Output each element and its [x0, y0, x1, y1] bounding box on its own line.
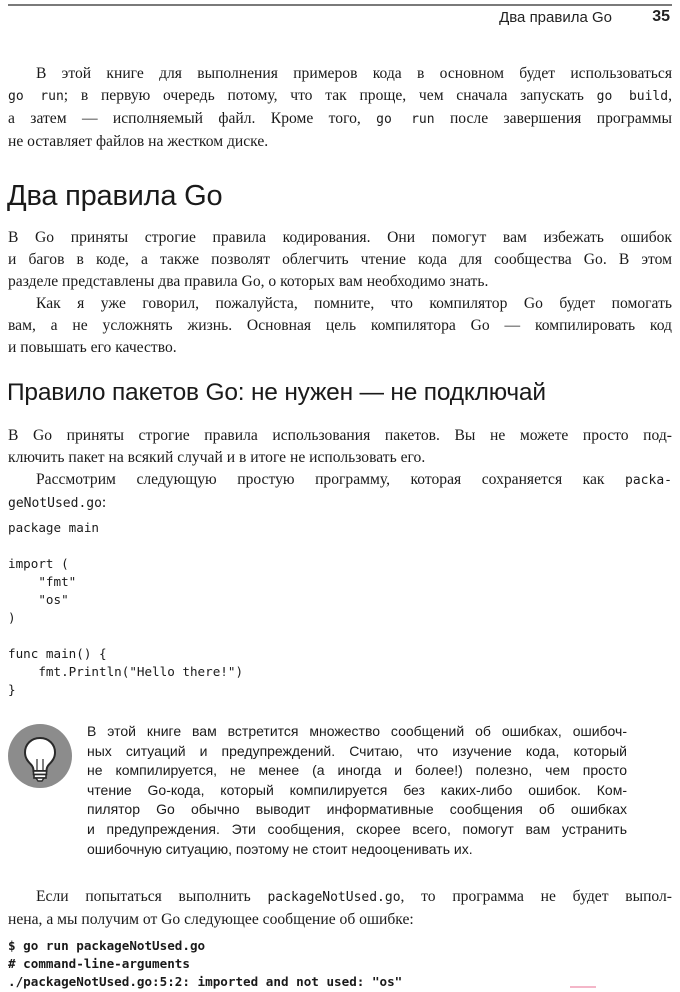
- tip-line: ошибочную ситуацию, поэтому не стоит недооценивать их.: [87, 840, 473, 857]
- tip-line: и предупреждения. Эти сообщения, скорее всего, помогут вам устранить: [87, 820, 627, 837]
- page-number: 35: [652, 8, 670, 25]
- inline-code: go build: [596, 89, 669, 104]
- text-line: В Go приняты строгие правила кодирования. Они помогут вам избежать ошибок: [8, 229, 672, 246]
- section-heading: Два правила Go: [7, 180, 223, 212]
- running-head: [8, 9, 672, 29]
- inline-code: packa-: [625, 473, 672, 488]
- tip-line: В этой книге вам встретится множество сообщений об ошибках, ошибоч-: [87, 723, 627, 739]
- code-listing: package main import ( "fmt" "os" ) func main() { fmt.Println("Hello there!") }: [8, 520, 244, 697]
- intro-paragraph: [8, 63, 672, 153]
- text-line: В этой книге для выполнения примеров кода в основном будет использоваться: [36, 65, 672, 82]
- tip-line: пилятор Go обычно выводит информативные сообщения об ошибках: [87, 801, 627, 818]
- text-line: [8, 492, 672, 515]
- tip-line: не компилируется, не менее (а иногда и более!) полезно, чем просто: [87, 762, 627, 779]
- text-line: [8, 886, 672, 909]
- text-line: и повышать его качество.: [8, 339, 177, 356]
- text-line: [8, 85, 672, 108]
- tip-line: ных ситуаций и предупреждений. Считаю, что изучение кода, который: [87, 742, 627, 759]
- running-head-title: Два правила Go: [499, 9, 612, 26]
- text-run: Рассмотрим следующую простую программу, которая сохраняется как: [36, 471, 626, 488]
- text-run: после завершения программы: [434, 110, 672, 127]
- lightbulb-icon: [8, 724, 72, 788]
- text-line: Как я уже говорил, пожалуйста, помните, что компилятор Go будет помогать: [36, 295, 672, 312]
- tip-line: чтение Go-кода, который компилируется без каких-либо ошибок. Ком-: [87, 781, 627, 798]
- text-run: а затем — исполняемый файл. Кроме того,: [8, 110, 377, 127]
- header-rule: [8, 4, 672, 6]
- tip-box: [87, 722, 627, 859]
- text-run: ,: [668, 87, 672, 104]
- text-line: ключить пакет на всякий случай и в итоге не использовать его.: [8, 449, 426, 466]
- text-line: [8, 108, 672, 131]
- text-line: В Go приняты строгие правила использования пакетов. Вы не можете просто под-: [8, 427, 672, 444]
- text-run: ; в первую очередь потому, что так проще, чем сначала запускать: [63, 87, 597, 104]
- subsection-heading: Правило пакетов Go: не нужен — не подключай: [7, 379, 546, 406]
- outro-paragraph: [8, 886, 672, 931]
- text-line: [8, 469, 672, 492]
- text-run: , то программа не будет выпол-: [400, 888, 672, 905]
- subsection-paragraph-2: [8, 469, 672, 515]
- text-line: не оставляет файлов на жестком диске.: [8, 133, 269, 150]
- text-line: разделе представлены два правила Go, о которых вам необходимо знать.: [8, 273, 489, 290]
- inline-code: go run: [8, 89, 64, 104]
- text-run: :: [101, 494, 107, 511]
- text-line: нена, а мы получим от Go следующее сообщение об ошибке:: [8, 911, 414, 928]
- section-paragraph-1: [8, 227, 672, 293]
- decorative-mark: [570, 986, 596, 988]
- inline-code: geNotUsed.go: [8, 496, 102, 511]
- terminal-output: $ go run packageNotUsed.go # command-line-arguments ./packageNotUsed.go:5:2: imported and not used: "os": [8, 938, 403, 989]
- subsection-paragraph-1: [8, 425, 672, 469]
- inline-code: go run: [376, 112, 435, 127]
- text-line: и багов в коде, а также позволят облегчить чтение кода для сообщества Go. В этом: [8, 251, 672, 268]
- inline-code: packageNotUsed.go: [267, 890, 401, 905]
- text-line: вам, а не усложнять жизнь. Основная цель компилятора Go — компилировать код: [8, 317, 672, 334]
- text-run: Если попытаться выполнить: [36, 888, 268, 905]
- section-paragraph-2: [8, 293, 672, 359]
